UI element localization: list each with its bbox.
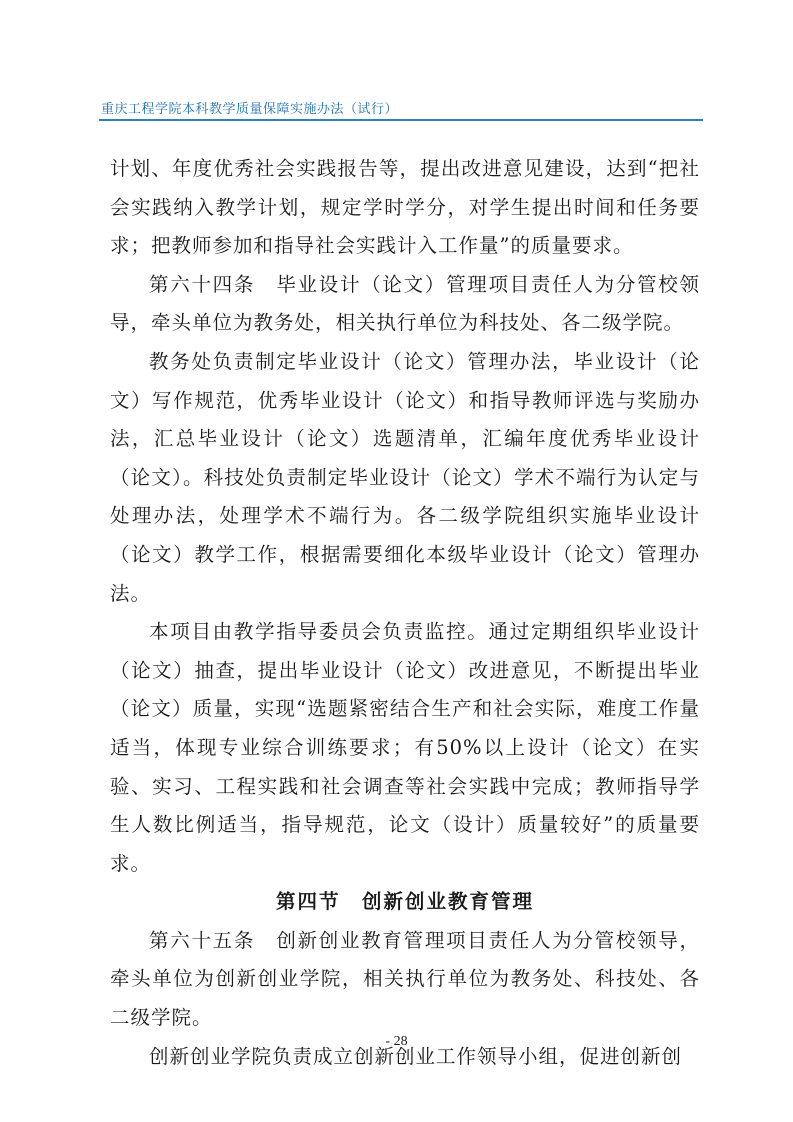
section-heading: 第四节 创新创业教育管理 [275,890,534,914]
paragraph-academic-affairs-duties: 教务处负责制定毕业设计（论文）管理办法，毕业设计（论文）写作规范，优秀毕业设计（论文）和指导教师评选与奖励办法，汇总毕业设计（论文）选题清单，汇编年度优秀毕业设计（论文）。科技处负责制定毕业设计（论文）学术不端行为认定与处理办法，处理学术不端行为。各二级学院组织实施毕业设计（论文）教学工作，根据需要细化本级毕业设计（论文）管理办法。 [110,349,700,605]
paragraph-article-65: 第六十五条 创新创业教育管理项目责任人为分管校领导，牵头单位为创新创业学院，相关执行单位为教务处、科技处、各二级学院。 [110,928,700,1030]
paragraph-continued: 计划、年度优秀社会实践报告等，提出改进意见建设，达到“把社会实践纳入教学计划，规定学时学分，对学生提出时间和任务要求；把教师参加和指导社会实践计入工作量”的质量要求。 [110,157,700,258]
body-text [110,150,700,1076]
paragraph-innovation-college: 创新创业学院负责成立创新创业工作领导小组，促进创新创 [149,1044,683,1068]
running-header-title: 重庆工程学院本科教学质量保障实施办法（试行） [101,102,399,117]
page-number: - 28 [385,1034,408,1049]
paragraph-monitoring: 本项目由教学指导委员会负责监控。通过定期组织毕业设计（论文）抽查，提出毕业设计（论文）改进意见，不断提出毕业（论文）质量，实现“选题紧密结合生产和社会实际，难度工作量适当，体现专业综合训练要求；有50%以上设计（论文）在实验、实习、工程实践和社会调查等社会实践中完成；教师指导学生人数比例适当，指导规范，论文（设计）质量较好”的质量要求。 [110,620,700,875]
paragraph-article-64: 第六十四条 毕业设计（论文）管理项目责任人为分管校领导，牵头单位为教务处，相关执行单位为科技处、各二级学院。 [110,272,700,335]
header-divider [99,119,703,121]
